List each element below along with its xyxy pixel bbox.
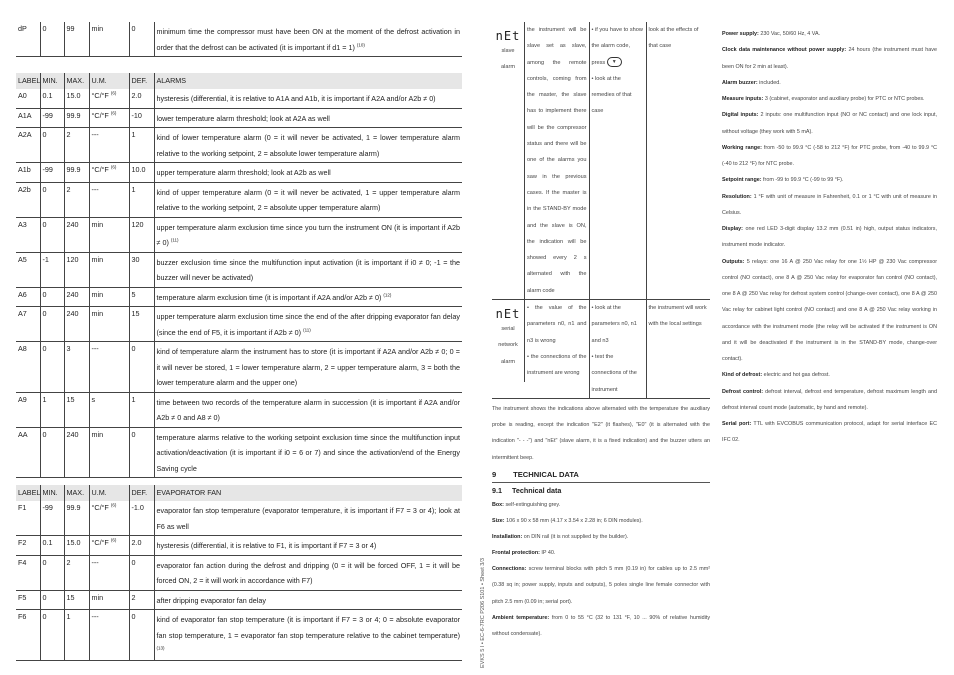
param-description: evaporator fan action during the defrost and dripping (0 = it will be forced OFF, 1 = it will be forced ON, 2 = it will work in accordance with F7) (154, 555, 462, 590)
param-default: 1 (129, 392, 154, 427)
param-label: AA (16, 427, 40, 478)
section-heading: 9 TECHNICAL DATA (492, 470, 579, 480)
sheet-footer: EVKS 5 I • EC-6-7RC P206 S101 • Sheet 3/3 (480, 558, 486, 668)
param-max: 99.9 (64, 108, 89, 128)
param-default: 2 (129, 590, 154, 610)
dp-table (16, 22, 462, 57)
param-default: -1.0 (129, 501, 154, 536)
table-header (16, 73, 462, 89)
param-max: 15.0 (64, 89, 89, 108)
spec-key: Installation: (492, 534, 523, 541)
spec-item (492, 497, 710, 513)
param-unit: °C/°F $^{(6)}$ (89, 501, 129, 536)
technical-data-list (492, 497, 710, 642)
spec-key: Display: (722, 226, 743, 232)
column-header: LABEL (16, 73, 40, 89)
spec-key: Power supply: (722, 31, 759, 37)
alarm-kind: slave alarm (501, 48, 515, 71)
column-header: MAX. (64, 485, 89, 501)
spec-value: 3 (cabinet, evaporator and auxiliary probe) for PTC or NTC probes. (764, 96, 925, 102)
param-description: evaporator fan stop temperature (evaporator temperature, it is important if F7 = 3 or 4); look at F6 as well (154, 501, 462, 536)
spec-value: included. (759, 79, 781, 86)
spec-value: IP 40. (541, 550, 556, 557)
param-default: 0 (129, 342, 154, 393)
spec-value: electric and hot gas defrost. (763, 372, 830, 379)
param-max: 240 (64, 287, 89, 307)
spec-key: Digital inputs: (722, 112, 759, 119)
table-row (16, 89, 462, 108)
spec-value: 1 °F with unit of measure in Fahrenheit, 0.1 or 1 °C with unit of measure in Celsius. (722, 193, 937, 216)
param-unit: °C/°F $^{(6)}$ (89, 89, 129, 108)
param-description: upper temperature alarm exclusion time since the end of the after dripping evaporator fan delay (since the end of F5, it is important if A2b ≠ 0) $^{(11)}$ (154, 307, 462, 342)
param-max: 240 (64, 217, 89, 252)
spec-item (722, 254, 937, 368)
spec-item (722, 172, 937, 188)
table-row (16, 392, 462, 427)
param-default: 30 (129, 252, 154, 287)
spec-key: Ambient temperature: (492, 614, 550, 621)
param-default: 1 (129, 128, 154, 163)
table-row (16, 182, 462, 217)
param-max: 15 (64, 590, 89, 610)
param-unit: --- (89, 555, 129, 590)
spec-value: 2 inputs: one multifunction input (NO or NC contact) and one lock input, without voltage (they work with 5 mA). (722, 112, 938, 135)
param-description: kind of temperature alarm the instrument has to store (it is important if A2A and/or A2b ≠ 0; 0 = it will never be stored, 1 = lower temperature alarm, 2 = upper temperature alarm, 3 = both the lower temperature alarm and the upper one) (154, 342, 462, 393)
param-default: 2.0 (129, 89, 154, 108)
column-header: EVAPORATOR FAN (154, 485, 462, 501)
param-label: A8 (16, 342, 40, 393)
spec-value: 5 relays: one 16 A @ 250 Vac relay for one 1½ HP @ 230 Vac compressor control (NO contact), one 8 A @ 250 Vac relay for evaporator fan control (NO contact), one 8 A @ 250 Vac relay for defrost system control (change-over contact), one 8 A @ 250 Vac relay for cabinet light control (NO contact) and one 8 A @ 250 Vac relay working in accordance with the instrument mode (the relay will be activated if the instrument is ON and it will be deactivated if the instrument is in the STAND-BY mode, change-over contact). (722, 258, 937, 362)
table-row (16, 307, 462, 342)
spec-item (722, 140, 937, 173)
column-header: MIN. (40, 73, 64, 89)
param-min: 0 (40, 307, 64, 342)
param-min: -99 (40, 501, 64, 536)
alarm-codes-table (492, 22, 710, 399)
param-max: 99.9 (64, 163, 89, 183)
param-min: 0 (40, 590, 64, 610)
spec-item (492, 561, 710, 609)
spec-key: Resolution: (722, 193, 752, 200)
spec-item (722, 367, 937, 383)
param-label: A6 (16, 287, 40, 307)
spec-value: defrost interval, defrost end temperature, defrost maximum length and defrost interval count mode (automatic, by hand and remote). (722, 388, 937, 411)
spec-key: Connections: (492, 566, 527, 573)
param-default: 0 (129, 427, 154, 478)
table-row: nEt slave alarm the instrument will be slave set as slave, among the remote controls, coming from the master, the slave has to implement there will be the compressor status and there will be one of the alarms you saw in the previous cases. If the master is in the STAND-BY mode and the slave is ON, the indication will be showed every 2 s alternated with the alarm code • if you have to show the alarm code, press ▼ • look at the remedies of that case look at the effects of that case (492, 22, 710, 300)
alarm-cause: • the value of the parameters n0, n1 and n3 is wrong • the connections of the instrument are wrong (524, 300, 589, 381)
right-column (722, 26, 937, 449)
param-description: kind of lower temperature alarm (0 = it will never be activated, 1 = lower temperature alarm relative to the working setpoint, 2 = absolute lower temperature alarm) (154, 128, 462, 163)
alarm-code: nEt (495, 307, 521, 322)
spec-value: 24 hours (the instrument must have been ON for 2 min at least). (722, 47, 937, 70)
param-unit: min (89, 287, 129, 307)
param-unit: °C/°F $^{(6)}$ (89, 108, 129, 128)
param-min: 0 (40, 287, 64, 307)
table-row: dP 0 99 min 0 minimum time the compressor must have been ON at the moment of the defrost activation in order that the defrost can be activated (it is important if d1 = 1) $^{(10)}$ (16, 22, 462, 57)
column-header: DEF. (129, 73, 154, 89)
param-min: -99 (40, 108, 64, 128)
param-label: A3 (16, 217, 40, 252)
param-min: 0 (40, 342, 64, 393)
alarm-cause: the instrument will be slave set as slave, among the remote controls, coming from the master, the slave has to implement there will be the compressor status and there will be one of the alarms you saw in the previous cases. If the master is in the STAND-BY mode and the slave is ON, the indication will be showed every 2 s alternated with the alarm code (524, 22, 589, 299)
spec-key: Kind of defrost: (722, 372, 763, 379)
param-max: 240 (64, 307, 89, 342)
spec-value: on DIN rail (it is not supplied by the builder). (523, 534, 629, 541)
param-max: 240 (64, 427, 89, 478)
spec-key: Alarm buzzer: (722, 79, 758, 86)
spec-value: from 0 to 55 °C (32 to 131 °F, 10 ... 90% of relative humidity without condensate). (492, 614, 711, 637)
alarm-code: nEt (495, 29, 521, 43)
param-label: F6 (16, 610, 40, 661)
spec-value: from -50 to 99.9 °C (-58 to 212 °F) for PTC probe, from -40 to 99.9 °C (-40 to 212 °F) for NTC probe. (722, 144, 938, 167)
spec-value: 106 x 90 x 58 mm (4.17 x 3.54 x 2.28 in; 6 DIN modules). (506, 518, 643, 525)
param-label: A7 (16, 307, 40, 342)
param-min: 0 (40, 182, 64, 217)
param-description: hysteresis (differential, it is relative to F1, it is important if F7 = 3 or 4) (154, 536, 462, 556)
param-unit: min (89, 307, 129, 342)
spec-key: Setpoint range: (722, 177, 762, 184)
table-row (16, 501, 462, 536)
spec-item (722, 42, 937, 75)
param-min: 0 (40, 610, 64, 661)
param-min: 0.1 (40, 89, 64, 108)
param-label: A5 (16, 252, 40, 287)
param-description: lower temperature alarm threshold; look at A2A as well (154, 108, 462, 128)
spec-item (492, 529, 710, 545)
param-description: upper temperature alarm threshold; look at A2b as well (154, 163, 462, 183)
param-min: 0 (40, 555, 64, 590)
param-max: 120 (64, 252, 89, 287)
spec-key: Defrost control: (722, 388, 764, 395)
spec-value: screw terminal blocks with pitch 5 mm (0.19 in) for cables up to 2.5 mm² (0.38 sq in; power supply, inputs and outputs), 5 poles single line female connector with pitch 2.5 mm (0.09 in; serial port). (492, 566, 710, 605)
param-max: 15 (64, 392, 89, 427)
table-row (16, 128, 462, 163)
param-unit: --- (89, 128, 129, 163)
param-unit: --- (89, 342, 129, 393)
param-unit: min (89, 427, 129, 478)
param-label: A1b (16, 163, 40, 183)
param-min: -1 (40, 252, 64, 287)
spec-value: TTL with EVCOBUS communication protocol, adapt for serial interface EC IFC 02. (722, 421, 937, 444)
spec-value: self-extinguishing grey. (505, 502, 561, 509)
spec-key: Working range: (722, 144, 762, 151)
param-min: 0 (40, 217, 64, 252)
spec-key: Box: (492, 502, 504, 509)
spec-item (492, 513, 710, 529)
param-label: A2b (16, 182, 40, 217)
param-default: 1 (129, 182, 154, 217)
param-default: -10 (129, 108, 154, 128)
param-label: A0 (18, 91, 27, 100)
param-default: 15 (129, 307, 154, 342)
spec-item (722, 91, 937, 107)
param-description: kind of upper temperature alarm (0 = it will never be activated, 1 = upper temperature alarm relative to the working setpoint, 2 = absolute upper temperature alarm) (154, 182, 462, 217)
param-max: 2 (64, 555, 89, 590)
param-description: after dripping evaporator fan delay (154, 590, 462, 610)
spec-item (492, 610, 710, 642)
param-max: 1 (64, 610, 89, 661)
spec-item (722, 416, 937, 449)
param-description: upper temperature alarm exclusion time since you turn the instrument ON (it is important if A2b ≠ 0) $^{(11)}$ (154, 217, 462, 252)
param-label: A2A (16, 128, 40, 163)
param-description: temperature alarms relative to the working setpoint exclusion time since the multifunction input activation/deactivation (it is important if i0 = 6 or 7) and since the activation/end of the Energy Saving cycle (154, 427, 462, 478)
table-row (16, 610, 462, 661)
table-header (16, 485, 462, 501)
table-row (16, 427, 462, 478)
param-max: 15.0 (64, 536, 89, 556)
param-min: -99 (40, 163, 64, 183)
spec-item (722, 189, 937, 222)
param-min: 1 (40, 392, 64, 427)
column-header: DEF. (129, 485, 154, 501)
param-min: 0 (40, 427, 64, 478)
param-unit: min (89, 590, 129, 610)
table-row (16, 163, 462, 183)
spec-item (722, 107, 937, 140)
param-unit: --- (89, 610, 129, 661)
spec-value: one red LED 3-digit display 13.2 mm (0.51 in) high, output status indicators, instrument mode indicator. (722, 226, 938, 249)
param-min: 0 (40, 128, 64, 163)
param-min: 0.1 (40, 536, 64, 556)
param-default: 120 (129, 217, 154, 252)
param-unit: min (89, 217, 129, 252)
table-row (16, 342, 462, 393)
param-unit: °C/°F $^{(6)}$ (89, 163, 129, 183)
param-description: buzzer exclusion time since the multifunction input activation (it is important if i0 ≠ 0; -1 = the buzzer will never be activated) (154, 252, 462, 287)
column-header: ALARMS (154, 73, 462, 89)
spec-item (492, 545, 710, 561)
spec-item (722, 75, 937, 91)
param-label: F5 (16, 590, 40, 610)
table-row (16, 555, 462, 590)
param-unit: °C/°F $^{(6)}$ (89, 536, 129, 556)
param-label: A9 (16, 392, 40, 427)
param-label: dP (16, 22, 40, 57)
param-description: kind of evaporator fan stop temperature (it is important if F7 = 3 or 4; 0 = absolute evaporator fan stop temperature, 1 = evaporator fan stop temperature relative to the cabinet temperature) $^{(13)}$ (154, 610, 462, 661)
table-row (16, 252, 462, 287)
column-header: U.M. (89, 485, 129, 501)
alarms-table (16, 73, 462, 478)
column-header: LABEL (16, 485, 40, 501)
alarm-kind: serial network alarm (498, 326, 518, 365)
param-description: hysteresis (differential, it is relative to A1A and A1b, it is important if A2A and/or A2b ≠ 0) (154, 89, 462, 108)
table-row (16, 217, 462, 252)
param-max: 3 (64, 342, 89, 393)
middle-column (492, 22, 710, 642)
param-max: 2 (64, 128, 89, 163)
column-header: MAX. (64, 73, 89, 89)
param-default: 0 (129, 555, 154, 590)
spec-key: Size: (492, 518, 505, 525)
param-unit: --- (89, 182, 129, 217)
evaporator-fan-table (16, 485, 462, 661)
param-unit: min (89, 252, 129, 287)
param-label: F1 (18, 503, 27, 512)
param-default: 10.0 (129, 163, 154, 183)
table-row (16, 108, 462, 128)
left-column (16, 22, 462, 651)
param-default: 0 (129, 610, 154, 661)
param-default: 5 (129, 287, 154, 307)
spec-key: Frontal protection: (492, 550, 540, 557)
param-default: 2.0 (129, 536, 154, 556)
table-row (16, 287, 462, 307)
param-description: temperature alarm exclusion time (it is important if A2A and/or A2b ≠ 0) $^{(12)}$ (154, 287, 462, 307)
alarm-note: The instrument shows the indications above alternated with the temperature the auxiliary probe is reading, except the indication "E2" (it flashes), "E0" (it is alternated with the indication "- - -") and "nEt" (slave alarm, it is a fixed indication) and the buzzer utters an intermittent beep. (492, 405, 710, 461)
spec-item (722, 221, 937, 254)
subsection-heading: 9.1 Technical data (492, 486, 562, 496)
param-max: 99.9 (64, 501, 89, 536)
table-row (16, 536, 462, 556)
column-header: MIN. (40, 485, 64, 501)
spec-value: 230 Vac, 50/60 Hz, 4 VA. (760, 31, 821, 37)
param-label: F2 (16, 536, 40, 556)
down-button-icon: ▼ (607, 57, 622, 67)
param-label: A1A (16, 108, 40, 128)
spec-key: Outputs: (722, 258, 745, 265)
param-description: time between two records of the temperature alarm in succession (it is important if A2A and/or A2b ≠ 0 and A8 ≠ 0) (154, 392, 462, 427)
column-header: U.M. (89, 73, 129, 89)
spec-key: Serial port: (722, 421, 752, 427)
spec-key: Measure inputs: (722, 96, 764, 102)
spec-item (722, 26, 937, 42)
table-row: nEt serial network alarm • the value of the parameters n0, n1 and n3 is wrong • the connections of the instrument are wrong • look at the parameters n0, n1 and n3 • test the connections of the instrument the instrument will work with the local settings (492, 300, 710, 399)
spec-item (722, 384, 937, 417)
spec-key: Clock data maintenance without power supply: (722, 47, 847, 54)
table-row (16, 590, 462, 610)
spec-value: from -99 to 99.9 °C (-99 to 99 °F). (763, 177, 844, 184)
param-label: F4 (16, 555, 40, 590)
param-unit: s (89, 392, 129, 427)
param-max: 2 (64, 182, 89, 217)
